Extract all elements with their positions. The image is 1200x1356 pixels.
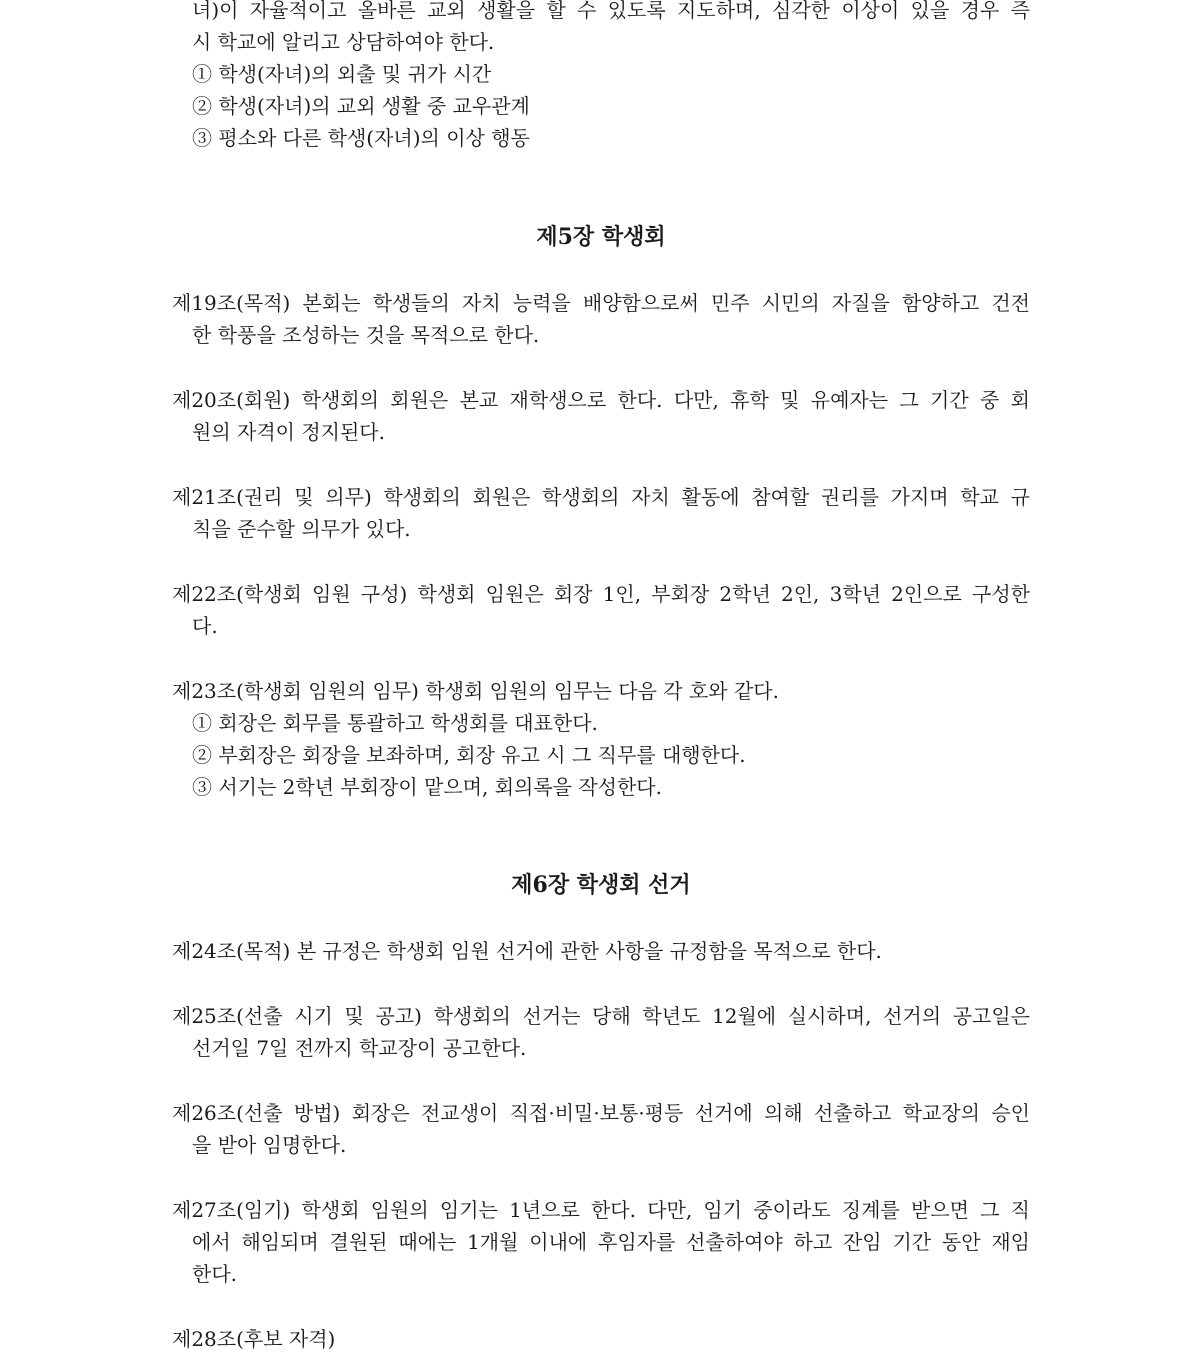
article-27 — [172, 1194, 1030, 1290]
article-19 — [172, 287, 1030, 351]
article-line: 제28조(후보 자격) — [172, 1327, 336, 1351]
document-page — [172, 0, 1030, 1355]
article-line: 제26조(선출 방법) 회장은 전교생이 직접·비밀·보통·평등 선거에 의해 선출하고 학교장의 승인 — [172, 1101, 1030, 1125]
article-line: 칙을 준수할 의무가 있다. — [192, 517, 411, 541]
chapter-title: 제6장 학생회 선거 — [511, 872, 691, 898]
article-line: 제22조(학생회 임원 구성) 학생회 임원은 회장 1인, 부회장 2학년 2인, 3학년 2인으로 구성한 — [172, 582, 1030, 606]
list-item: ① 회장은 회무를 통괄하고 학생회를 대표한다. — [192, 711, 598, 735]
article-line: 제19조(목적) 본회는 학생들의 자치 능력을 배양함으로써 민주 시민의 자질을 함양하고 건전 — [172, 291, 1030, 315]
article-22 — [172, 578, 1030, 642]
article-28 — [172, 1323, 1030, 1355]
article-line: 제21조(권리 및 의무) 학생회의 회원은 학생회의 자치 활동에 참여할 권리를 가지며 학교 규 — [172, 485, 1030, 509]
article-24 — [172, 935, 1030, 967]
top-section — [172, 0, 1030, 154]
article-line: 제25조(선출 시기 및 공고) 학생회의 선거는 당해 학년도 12월에 실시하며, 선거의 공고일은 — [172, 1004, 1030, 1028]
paragraph-line: 녀)이 자율적이고 올바른 교외 생활을 할 수 있도록 지도하며, 심각한 이상이 있을 경우 즉 — [192, 0, 1030, 22]
article-line: 제27조(임기) 학생회 임원의 임기는 1년으로 한다. 다만, 임기 중이라도 징계를 받으면 그 직 — [172, 1198, 1030, 1222]
article-20 — [172, 384, 1030, 448]
list-item: ② 부회장은 회장을 보좌하며, 회장 유고 시 그 직무를 대행한다. — [192, 743, 746, 767]
article-line: 한 학풍을 조성하는 것을 목적으로 한다. — [192, 323, 540, 347]
article-line: 제20조(회원) 학생회의 회원은 본교 재학생으로 한다. 다만, 휴학 및 유예자는 그 기간 중 회 — [172, 388, 1030, 412]
list-item: ③ 평소와 다른 학생(자녀)의 이상 행동 — [192, 126, 530, 150]
article-line: 원의 자격이 정지된다. — [192, 420, 385, 444]
article-line: 한다. — [192, 1262, 237, 1286]
list-item: ③ 서기는 2학년 부회장이 맡으며, 회의록을 작성한다. — [192, 775, 662, 799]
article-25 — [172, 1000, 1030, 1064]
article-line: 선거일 7일 전까지 학교장이 공고한다. — [192, 1036, 527, 1060]
article-line: 제24조(목적) 본 규정은 학생회 임원 선거에 관한 사항을 규정함을 목적으로 한다. — [172, 939, 882, 963]
list-item: ① 학생(자녀)의 외출 및 귀가 시간 — [192, 62, 492, 86]
chapter-title: 제5장 학생회 — [536, 224, 666, 250]
article-line: 제23조(학생회 임원의 임무) 학생회 임원의 임무는 다음 각 호와 같다. — [172, 679, 779, 703]
article-21 — [172, 481, 1030, 545]
article-line: 에서 해임되며 결원된 때에는 1개월 이내에 후임자를 선출하여야 하고 잔임 기간 동안 재임 — [192, 1230, 1030, 1254]
paragraph-line: 시 학교에 알리고 상담하여야 한다. — [192, 30, 495, 54]
article-26 — [172, 1097, 1030, 1161]
list-item: ② 학생(자녀)의 교외 생활 중 교우관계 — [192, 94, 530, 118]
article-line: 을 받아 임명한다. — [192, 1133, 347, 1157]
article-23 — [172, 675, 1030, 803]
article-line: 다. — [192, 614, 218, 638]
